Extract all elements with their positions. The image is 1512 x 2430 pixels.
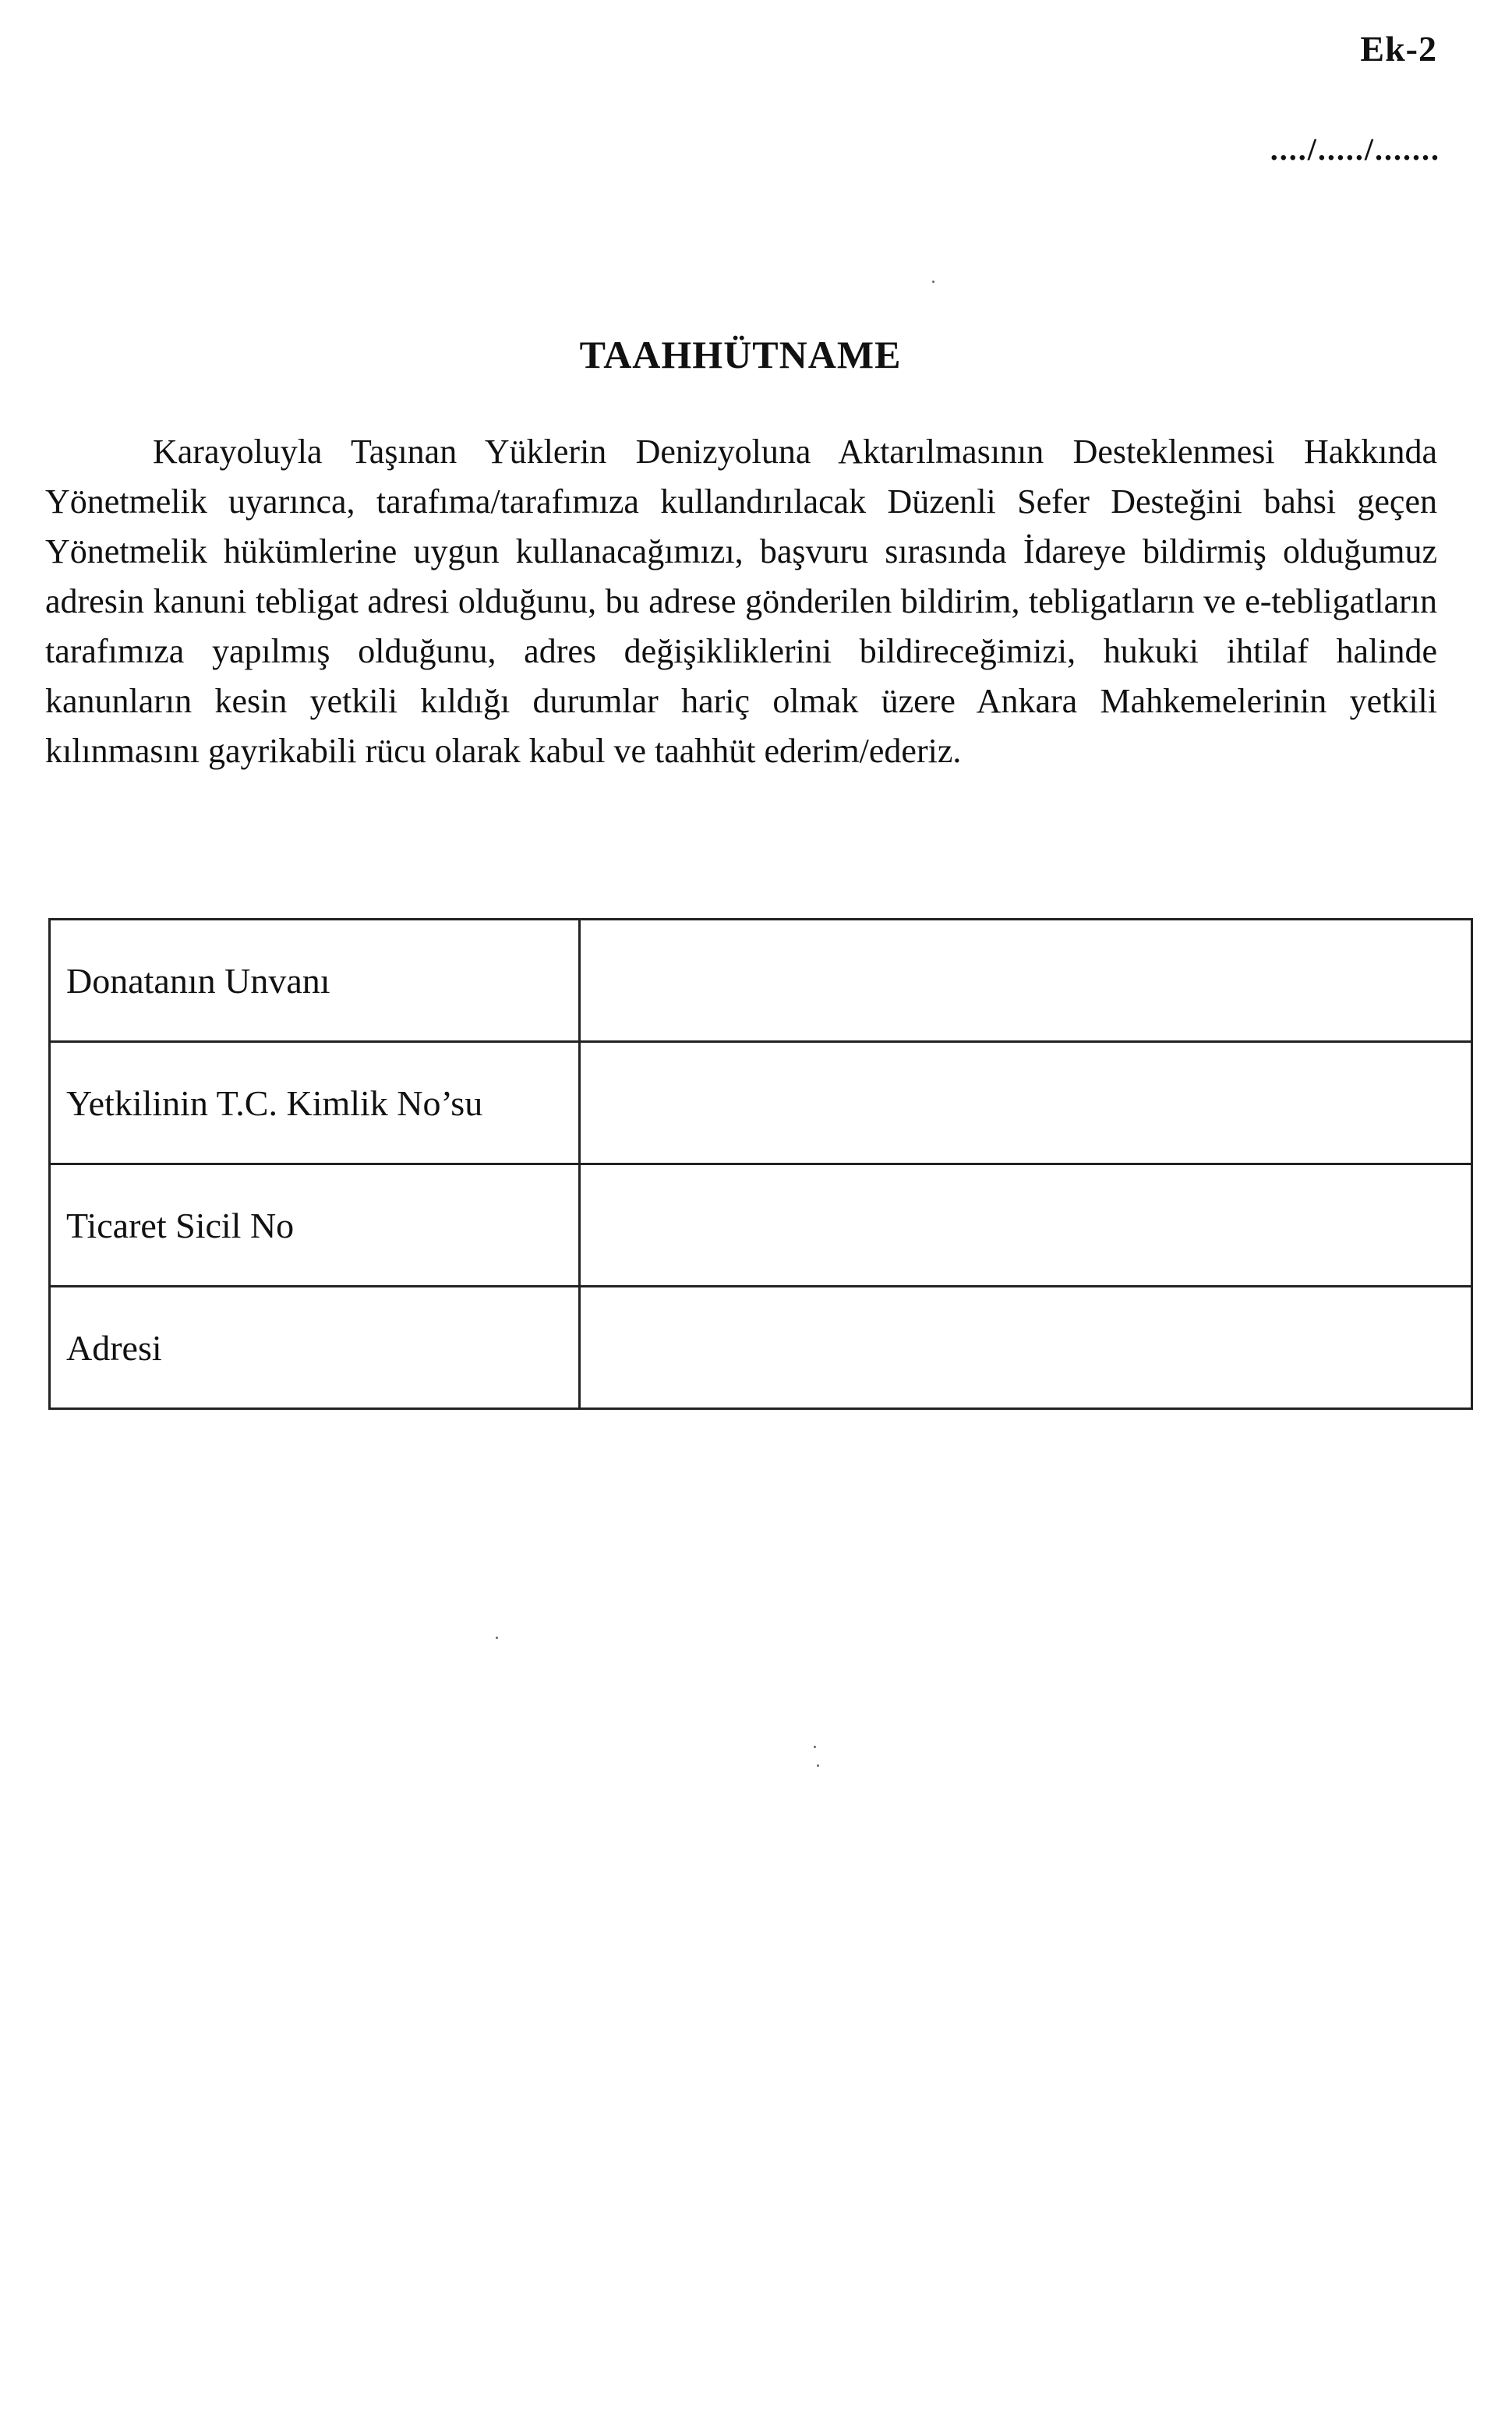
table-row (50, 1164, 1472, 1287)
id-number-label: Yetkilinin T.C. Kimlik No’su (50, 1042, 580, 1164)
owner-title-field[interactable] (579, 920, 1471, 1042)
company-info-table (48, 918, 1473, 1410)
scan-speck (496, 1637, 498, 1639)
table-row (50, 1287, 1472, 1409)
scan-speck (932, 281, 934, 283)
owner-title-label: Donatanın Unvanı (50, 920, 580, 1042)
trade-registry-label: Ticaret Sicil No (50, 1164, 580, 1287)
table-row (50, 1042, 1472, 1164)
scan-speck (814, 1746, 816, 1748)
id-number-field[interactable] (579, 1042, 1471, 1164)
commitment-paragraph: Karayoluyla Taşınan Yüklerin Denizyoluna Aktarılmasının Desteklenmesi Hakkında Yönetmelik uyarınca, tarafıma/tarafımıza kullandırılacak Düzenli Sefer Desteğini bahsi geçen Yönetmelik hükümlerine uygun kullanacağımızı, başvuru sırasında İdareye bildirmiş olduğumuz adresin kanuni tebligat adresi olduğunu, bu adrese gönderilen bildirim, tebligatların ve e-tebligatların tarafımıza yapılmış olduğunu, adres değişikliklerini bildireceğimizi, hukuki ihtilaf halinde kanunların kesin yetkili kıldığı durumlar hariç olmak üzere Ankara Mahkemelerinin yetkili kılınmasını gayrikabili rücu olarak kabul ve taahhüt ederim/ederiz. (45, 433, 1437, 770)
scan-speck (817, 1764, 819, 1767)
table-row (50, 920, 1472, 1042)
address-field[interactable] (579, 1287, 1471, 1409)
date-placeholder: ..../...../....... (1270, 132, 1440, 167)
document-title: TAAHHÜTNAME (579, 333, 902, 376)
annex-label: Ek-2 (1360, 29, 1437, 69)
trade-registry-field[interactable] (579, 1164, 1471, 1287)
address-label: Adresi (50, 1287, 580, 1409)
